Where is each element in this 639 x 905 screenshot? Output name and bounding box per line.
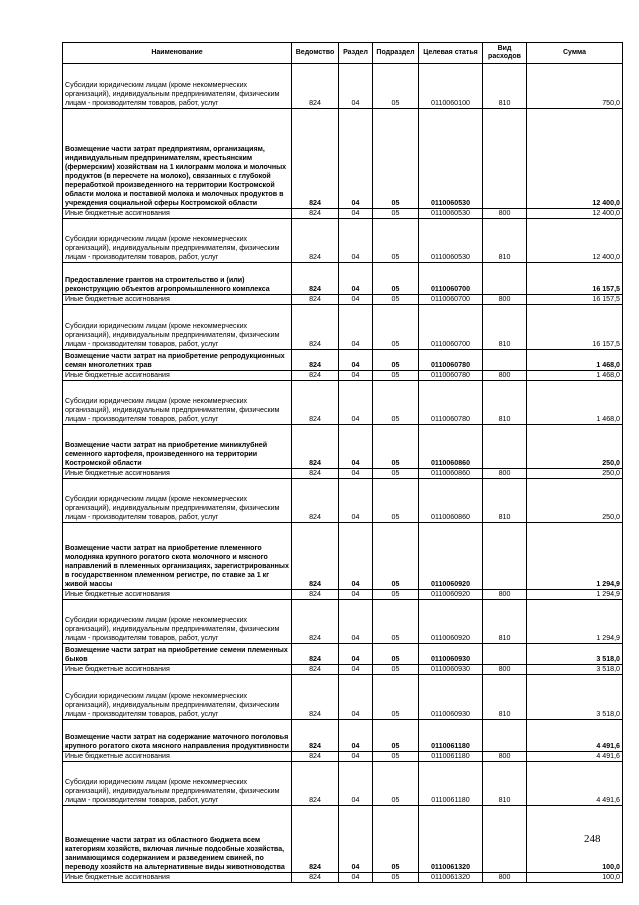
table-row (63, 305, 623, 350)
cell-name: Субсидии юридическим лицам (кроме некоммерческих организаций), индивидуальным предпринимателям, физическим лицам - производителям товаров, работ, услуг (63, 219, 292, 263)
table-row (63, 720, 623, 752)
cell-name: Иные бюджетные ассигнования (63, 665, 292, 675)
cell-razdel: 04 (339, 109, 373, 209)
cell-podrazdel: 05 (373, 600, 419, 644)
cell-celevaya-statya: 0110060100 (419, 64, 483, 109)
header-podrazdel: Подраздел (373, 43, 419, 64)
cell-name: Возмещение части затрат на приобретение миниклубней семенного картофеля, произведенного на территории Костромской области (63, 425, 292, 469)
cell-vid-rashodov (483, 263, 527, 295)
cell-vedomstvo: 824 (292, 425, 339, 469)
cell-vedomstvo: 824 (292, 752, 339, 762)
cell-podrazdel: 05 (373, 263, 419, 295)
table-row (63, 350, 623, 371)
cell-vid-rashodov: 800 (483, 665, 527, 675)
cell-vid-rashodov (483, 425, 527, 469)
cell-razdel: 04 (339, 523, 373, 590)
cell-vedomstvo: 824 (292, 600, 339, 644)
cell-vid-rashodov: 800 (483, 469, 527, 479)
cell-celevaya-statya: 0110060780 (419, 381, 483, 425)
cell-name: Возмещение части затрат предприятиям, организациям, индивидуальным предпринимателям, крестьянским (фермерским) хозяйствам на 1 килограмм молока и молочных продуктов (в пересчете на молоко), связанных с глубокой переработкой произведенного на территории Костромской области молока и поставкой молока и молочных продуктов в учреждения социальной сферы Костромской области (63, 109, 292, 209)
cell-name: Иные бюджетные ассигнования (63, 371, 292, 381)
cell-vedomstvo: 824 (292, 263, 339, 295)
table-row (63, 806, 623, 873)
cell-celevaya-statya: 0110061180 (419, 762, 483, 806)
table-row (63, 371, 623, 381)
cell-razdel: 04 (339, 600, 373, 644)
cell-name: Иные бюджетные ассигнования (63, 590, 292, 600)
cell-vid-rashodov: 800 (483, 295, 527, 305)
cell-razdel: 04 (339, 644, 373, 665)
header-row (63, 43, 623, 64)
cell-summa: 12 400,0 (527, 209, 623, 219)
cell-celevaya-statya: 0110061180 (419, 752, 483, 762)
cell-vedomstvo: 824 (292, 675, 339, 720)
cell-vedomstvo: 824 (292, 209, 339, 219)
table-row (63, 381, 623, 425)
cell-vedomstvo: 824 (292, 806, 339, 873)
cell-vid-rashodov: 810 (483, 762, 527, 806)
cell-celevaya-statya: 0110060530 (419, 219, 483, 263)
cell-podrazdel: 05 (373, 675, 419, 720)
budget-table (62, 42, 623, 883)
cell-razdel: 04 (339, 479, 373, 523)
table-row (63, 219, 623, 263)
cell-podrazdel: 05 (373, 219, 419, 263)
cell-summa: 1 468,0 (527, 381, 623, 425)
cell-vedomstvo: 824 (292, 644, 339, 665)
cell-summa: 12 400,0 (527, 219, 623, 263)
cell-name: Субсидии юридическим лицам (кроме некоммерческих организаций), индивидуальным предпринимателям, физическим лицам - производителям товаров, работ, услуг (63, 381, 292, 425)
cell-razdel: 04 (339, 665, 373, 675)
table-row (63, 479, 623, 523)
cell-summa: 100,0 (527, 806, 623, 873)
cell-celevaya-statya: 0110060930 (419, 644, 483, 665)
cell-vid-rashodov: 810 (483, 479, 527, 523)
cell-vid-rashodov: 800 (483, 590, 527, 600)
cell-name: Возмещение части затрат на приобретение семени племенных быков (63, 644, 292, 665)
cell-summa: 12 400,0 (527, 109, 623, 209)
cell-razdel: 04 (339, 590, 373, 600)
table-row (63, 762, 623, 806)
cell-vid-rashodov: 800 (483, 209, 527, 219)
cell-vid-rashodov (483, 109, 527, 209)
cell-vedomstvo: 824 (292, 371, 339, 381)
table-row (63, 600, 623, 644)
cell-razdel: 04 (339, 469, 373, 479)
cell-razdel: 04 (339, 381, 373, 425)
cell-vedomstvo: 824 (292, 873, 339, 883)
cell-celevaya-statya: 0110060700 (419, 295, 483, 305)
cell-podrazdel: 05 (373, 665, 419, 675)
cell-name: Возмещение части затрат на содержание маточного поголовья крупного рогатого скота мясного направления продуктивности (63, 720, 292, 752)
cell-summa: 250,0 (527, 469, 623, 479)
table-row (63, 64, 623, 109)
table-row (63, 469, 623, 479)
header-name: Наименование (63, 43, 292, 64)
cell-podrazdel: 05 (373, 762, 419, 806)
cell-podrazdel: 05 (373, 644, 419, 665)
header-celevaya-statya: Целевая статья (419, 43, 483, 64)
table-body (63, 64, 623, 883)
cell-celevaya-statya: 0110060780 (419, 350, 483, 371)
cell-celevaya-statya: 0110060860 (419, 425, 483, 469)
cell-vedomstvo: 824 (292, 350, 339, 371)
cell-name: Иные бюджетные ассигнования (63, 469, 292, 479)
cell-celevaya-statya: 0110060530 (419, 209, 483, 219)
cell-razdel: 04 (339, 263, 373, 295)
cell-vedomstvo: 824 (292, 762, 339, 806)
cell-vid-rashodov (483, 644, 527, 665)
cell-summa: 4 491,6 (527, 720, 623, 752)
cell-celevaya-statya: 0110060700 (419, 305, 483, 350)
cell-podrazdel: 05 (373, 469, 419, 479)
cell-summa: 4 491,6 (527, 762, 623, 806)
cell-podrazdel: 05 (373, 873, 419, 883)
cell-name: Возмещение части затрат на приобретение репродукционных семян многолетних трав (63, 350, 292, 371)
table-row (63, 109, 623, 209)
cell-celevaya-statya: 0110060860 (419, 479, 483, 523)
cell-name: Субсидии юридическим лицам (кроме некоммерческих организаций), индивидуальным предпринимателям, физическим лицам - производителям товаров, работ, услуг (63, 305, 292, 350)
header-vedomstvo: Ведомство (292, 43, 339, 64)
cell-celevaya-statya: 0110060700 (419, 263, 483, 295)
cell-summa: 100,0 (527, 873, 623, 883)
cell-name: Возмещение части затрат из областного бюджета всем категориям хозяйств, включая личные подсобные хозяйства, занимающимся содержанием и разведением свиней, по переводу хозяйств на альтернативные виды животноводства (63, 806, 292, 873)
cell-podrazdel: 05 (373, 425, 419, 469)
cell-razdel: 04 (339, 64, 373, 109)
cell-podrazdel: 05 (373, 305, 419, 350)
cell-razdel: 04 (339, 295, 373, 305)
cell-summa: 1 294,9 (527, 590, 623, 600)
cell-name: Иные бюджетные ассигнования (63, 873, 292, 883)
cell-vid-rashodov: 810 (483, 675, 527, 720)
cell-vedomstvo: 824 (292, 305, 339, 350)
header-razdel: Раздел (339, 43, 373, 64)
cell-name: Иные бюджетные ассигнования (63, 295, 292, 305)
cell-podrazdel: 05 (373, 64, 419, 109)
cell-vid-rashodov: 800 (483, 873, 527, 883)
cell-summa: 1 294,9 (527, 600, 623, 644)
cell-vid-rashodov: 800 (483, 752, 527, 762)
cell-name: Субсидии юридическим лицам (кроме некоммерческих организаций), индивидуальным предпринимателям, физическим лицам - производителям товаров, работ, услуг (63, 600, 292, 644)
cell-celevaya-statya: 0110060860 (419, 469, 483, 479)
cell-name: Субсидии юридическим лицам (кроме некоммерческих организаций), индивидуальным предпринимателям, физическим лицам - производителям товаров, работ, услуг (63, 762, 292, 806)
cell-vid-rashodov (483, 523, 527, 590)
cell-summa: 250,0 (527, 425, 623, 469)
table-row (63, 873, 623, 883)
table-row (63, 590, 623, 600)
cell-vedomstvo: 824 (292, 381, 339, 425)
cell-podrazdel: 05 (373, 590, 419, 600)
cell-name: Субсидии юридическим лицам (кроме некоммерческих организаций), индивидуальным предпринимателям, физическим лицам - производителям товаров, работ, услуг (63, 64, 292, 109)
cell-razdel: 04 (339, 806, 373, 873)
cell-vedomstvo: 824 (292, 109, 339, 209)
cell-vid-rashodov (483, 720, 527, 752)
table-row (63, 675, 623, 720)
cell-podrazdel: 05 (373, 479, 419, 523)
table-row (63, 523, 623, 590)
cell-name: Субсидии юридическим лицам (кроме некоммерческих организаций), индивидуальным предпринимателям, физическим лицам - производителям товаров, работ, услуг (63, 675, 292, 720)
cell-podrazdel: 05 (373, 806, 419, 873)
page-number: 248 (584, 833, 601, 845)
cell-summa: 1 468,0 (527, 371, 623, 381)
cell-razdel: 04 (339, 305, 373, 350)
table-row (63, 752, 623, 762)
cell-razdel: 04 (339, 720, 373, 752)
cell-summa: 1 468,0 (527, 350, 623, 371)
cell-razdel: 04 (339, 873, 373, 883)
header-summa: Сумма (527, 43, 623, 64)
cell-summa: 3 518,0 (527, 665, 623, 675)
cell-razdel: 04 (339, 371, 373, 381)
cell-vedomstvo: 824 (292, 590, 339, 600)
cell-celevaya-statya: 0110060920 (419, 600, 483, 644)
cell-vid-rashodov: 810 (483, 219, 527, 263)
cell-summa: 750,0 (527, 64, 623, 109)
cell-vedomstvo: 824 (292, 64, 339, 109)
cell-celevaya-statya: 0110061180 (419, 720, 483, 752)
cell-vid-rashodov: 810 (483, 600, 527, 644)
cell-razdel: 04 (339, 675, 373, 720)
cell-razdel: 04 (339, 425, 373, 469)
cell-celevaya-statya: 0110060920 (419, 590, 483, 600)
cell-summa: 3 518,0 (527, 675, 623, 720)
header-vid-rashodov: Вид расходов (483, 43, 527, 64)
cell-summa: 16 157,5 (527, 305, 623, 350)
cell-razdel: 04 (339, 762, 373, 806)
cell-podrazdel: 05 (373, 209, 419, 219)
table-row (63, 209, 623, 219)
cell-summa: 3 518,0 (527, 644, 623, 665)
cell-vedomstvo: 824 (292, 479, 339, 523)
cell-vedomstvo: 824 (292, 720, 339, 752)
cell-vid-rashodov (483, 806, 527, 873)
cell-celevaya-statya: 0110060530 (419, 109, 483, 209)
cell-summa: 16 157,5 (527, 263, 623, 295)
cell-podrazdel: 05 (373, 295, 419, 305)
cell-celevaya-statya: 0110061320 (419, 873, 483, 883)
cell-podrazdel: 05 (373, 350, 419, 371)
cell-podrazdel: 05 (373, 752, 419, 762)
cell-razdel: 04 (339, 752, 373, 762)
cell-celevaya-statya: 0110060920 (419, 523, 483, 590)
cell-vid-rashodov: 810 (483, 305, 527, 350)
cell-vedomstvo: 824 (292, 665, 339, 675)
cell-vid-rashodov: 810 (483, 64, 527, 109)
cell-podrazdel: 05 (373, 720, 419, 752)
cell-vid-rashodov (483, 350, 527, 371)
table-row (63, 295, 623, 305)
cell-razdel: 04 (339, 219, 373, 263)
cell-vedomstvo: 824 (292, 219, 339, 263)
cell-podrazdel: 05 (373, 371, 419, 381)
cell-summa: 1 294,9 (527, 523, 623, 590)
cell-vid-rashodov: 810 (483, 381, 527, 425)
cell-name: Иные бюджетные ассигнования (63, 752, 292, 762)
cell-celevaya-statya: 0110061320 (419, 806, 483, 873)
cell-vedomstvo: 824 (292, 295, 339, 305)
table-row (63, 425, 623, 469)
cell-vedomstvo: 824 (292, 523, 339, 590)
table-row (63, 644, 623, 665)
cell-summa: 250,0 (527, 479, 623, 523)
cell-podrazdel: 05 (373, 381, 419, 425)
cell-celevaya-statya: 0110060930 (419, 665, 483, 675)
table-row (63, 665, 623, 675)
cell-summa: 16 157,5 (527, 295, 623, 305)
cell-name: Иные бюджетные ассигнования (63, 209, 292, 219)
cell-name: Предоставление грантов на строительство и (или) реконструкцию объектов агропромышленного комплекса (63, 263, 292, 295)
table-row (63, 263, 623, 295)
cell-summa: 4 491,6 (527, 752, 623, 762)
cell-vid-rashodov: 800 (483, 371, 527, 381)
cell-podrazdel: 05 (373, 523, 419, 590)
cell-vedomstvo: 824 (292, 469, 339, 479)
cell-name: Субсидии юридическим лицам (кроме некоммерческих организаций), индивидуальным предпринимателям, физическим лицам - производителям товаров, работ, услуг (63, 479, 292, 523)
cell-celevaya-statya: 0110060780 (419, 371, 483, 381)
cell-podrazdel: 05 (373, 109, 419, 209)
cell-celevaya-statya: 0110060930 (419, 675, 483, 720)
cell-razdel: 04 (339, 350, 373, 371)
table-header (63, 43, 623, 64)
cell-name: Возмещение части затрат на приобретение племенного молодняка крупного рогатого скота молочного и мясного направлений в племенных организациях, зарегистрированных в государственном племенном регистре, по ставке за 1 кг живой массы (63, 523, 292, 590)
cell-razdel: 04 (339, 209, 373, 219)
